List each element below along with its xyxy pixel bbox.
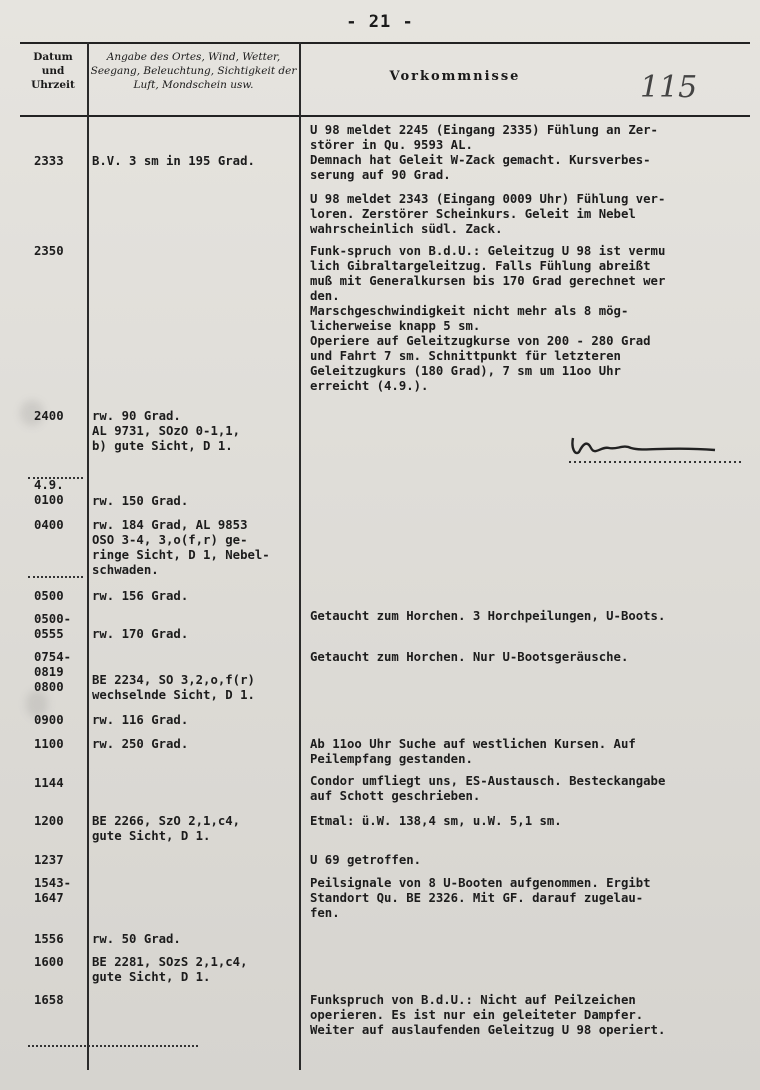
time-text: 2350	[34, 244, 64, 258]
place-text: rw. 90 Grad. AL 9731, SOzO 0-1,1, b) gute Sicht, D 1.	[92, 409, 241, 453]
place-text: rw. 116 Grad.	[92, 713, 189, 727]
dotted-separator	[28, 576, 83, 579]
time-text: 0500	[34, 589, 64, 603]
place-text: BE 2281, SOzS 2,1,c4, gute Sicht, D 1.	[92, 955, 248, 984]
top-rule	[20, 42, 750, 44]
header-rule	[20, 115, 750, 117]
time-text: 0754- 0819	[34, 650, 72, 679]
time-text: 1600	[34, 955, 64, 969]
header-place-column: Angabe des Ortes, Wind, Wetter, Seegang, Beleuchtung, Sichtigkeit der Luft, Mondschein usw.	[90, 51, 297, 91]
time-text: 4.9. 0100	[34, 478, 64, 507]
event-text: Etmal: ü.W. 138,4 sm, u.W. 5,1 sm.	[310, 814, 562, 828]
event-text: Ab 11oo Uhr Suche auf westlichen Kursen. Auf Peilempfang gestanden.	[310, 737, 636, 766]
place-text: rw. 170 Grad.	[92, 627, 189, 641]
place-text: B.V. 3 sm in 195 Grad.	[92, 154, 255, 168]
column-divider	[299, 42, 301, 1070]
handwritten-signature	[565, 430, 745, 466]
place-text: rw. 184 Grad, AL 9853 OSO 3-4, 3,o(f,r) ge- ringe Sicht, D 1, Nebel- schwaden.	[92, 518, 270, 577]
time-text: 2333	[34, 154, 64, 168]
event-text: Getaucht zum Horchen. Nur U-Bootsgeräusche.	[310, 650, 629, 664]
place-text: BE 2266, SzO 2,1,c4, gute Sicht, D 1.	[92, 814, 241, 843]
time-text: 1658	[34, 993, 64, 1007]
time-text: 1200	[34, 814, 64, 828]
event-text: Funkspruch von B.d.U.: Nicht auf Peilzeichen operieren. Es ist nur ein geleiteter Dampfer. Weiter auf auslaufenden Geleitzug U 98 operiert.	[310, 993, 666, 1037]
page-number: - 21 -	[346, 12, 414, 32]
time-text: 0900	[34, 713, 64, 727]
time-text: 0800	[34, 680, 64, 694]
header-events-column: Vorkommnisse	[389, 69, 521, 84]
event-text: Peilsignale von 8 U-Booten aufgenommen. Ergibt Standort Qu. BE 2326. Mit GF. darauf zugelau- fen.	[310, 876, 651, 920]
event-text: U 98 meldet 2245 (Eingang 2335) Fühlung an Zer- störer in Qu. 9593 AL. Demnach hat Geleit W-Zack gemacht. Kursverbes- serung auf 90 Grad.	[310, 123, 658, 182]
dotted-separator	[28, 1045, 198, 1048]
place-text: rw. 150 Grad.	[92, 494, 189, 508]
event-text: Getaucht zum Horchen. 3 Horchpeilungen, U-Boots.	[310, 609, 666, 623]
header-date-column: Datum und Uhrzeit	[31, 51, 75, 91]
handwritten-file-number: 115	[640, 70, 698, 105]
time-text: 1237	[34, 853, 64, 867]
event-text: U 69 getroffen.	[310, 853, 422, 867]
event-text: U 98 meldet 2343 (Eingang 0009 Uhr) Fühlung ver- loren. Zerstörer Scheinkurs. Geleit im Nebel wahrscheinlich südl. Zack.	[310, 192, 666, 236]
time-text: 1144	[34, 776, 64, 790]
time-text: 0500- 0555	[34, 612, 72, 641]
event-text: Condor umfliegt uns, ES-Austausch. Besteckangabe auf Schott geschrieben.	[310, 774, 666, 803]
event-text: Funk-spruch von B.d.U.: Geleitzug U 98 ist vermu lich Gibraltargeleitzug. Falls Fühlung abreißt muß mit Generalkursen bis 170 Grad gerechnet wer den. Marschgeschwindigkeit nicht mehr als 8 mög- licherweise knapp 5 sm. Operiere auf Geleitzugkurse von 200 - 280 Grad und Fahrt 7 sm. Schnittpunkt für letzteren Geleitzugkurs (180 Grad), 7 sm um 11oo Uhr erreicht (4.9.).	[310, 244, 666, 393]
place-text: rw. 50 Grad.	[92, 932, 181, 946]
place-text: BE 2234, SO 3,2,o,f(r) wechselnde Sicht, D 1.	[92, 673, 255, 702]
place-text: rw. 250 Grad.	[92, 737, 189, 751]
column-divider	[87, 42, 89, 1070]
time-text: 2400	[34, 409, 64, 423]
place-text: rw. 156 Grad.	[92, 589, 189, 603]
time-text: 0400	[34, 518, 64, 532]
time-text: 1556	[34, 932, 64, 946]
time-text: 1100	[34, 737, 64, 751]
time-text: 1543- 1647	[34, 876, 72, 905]
